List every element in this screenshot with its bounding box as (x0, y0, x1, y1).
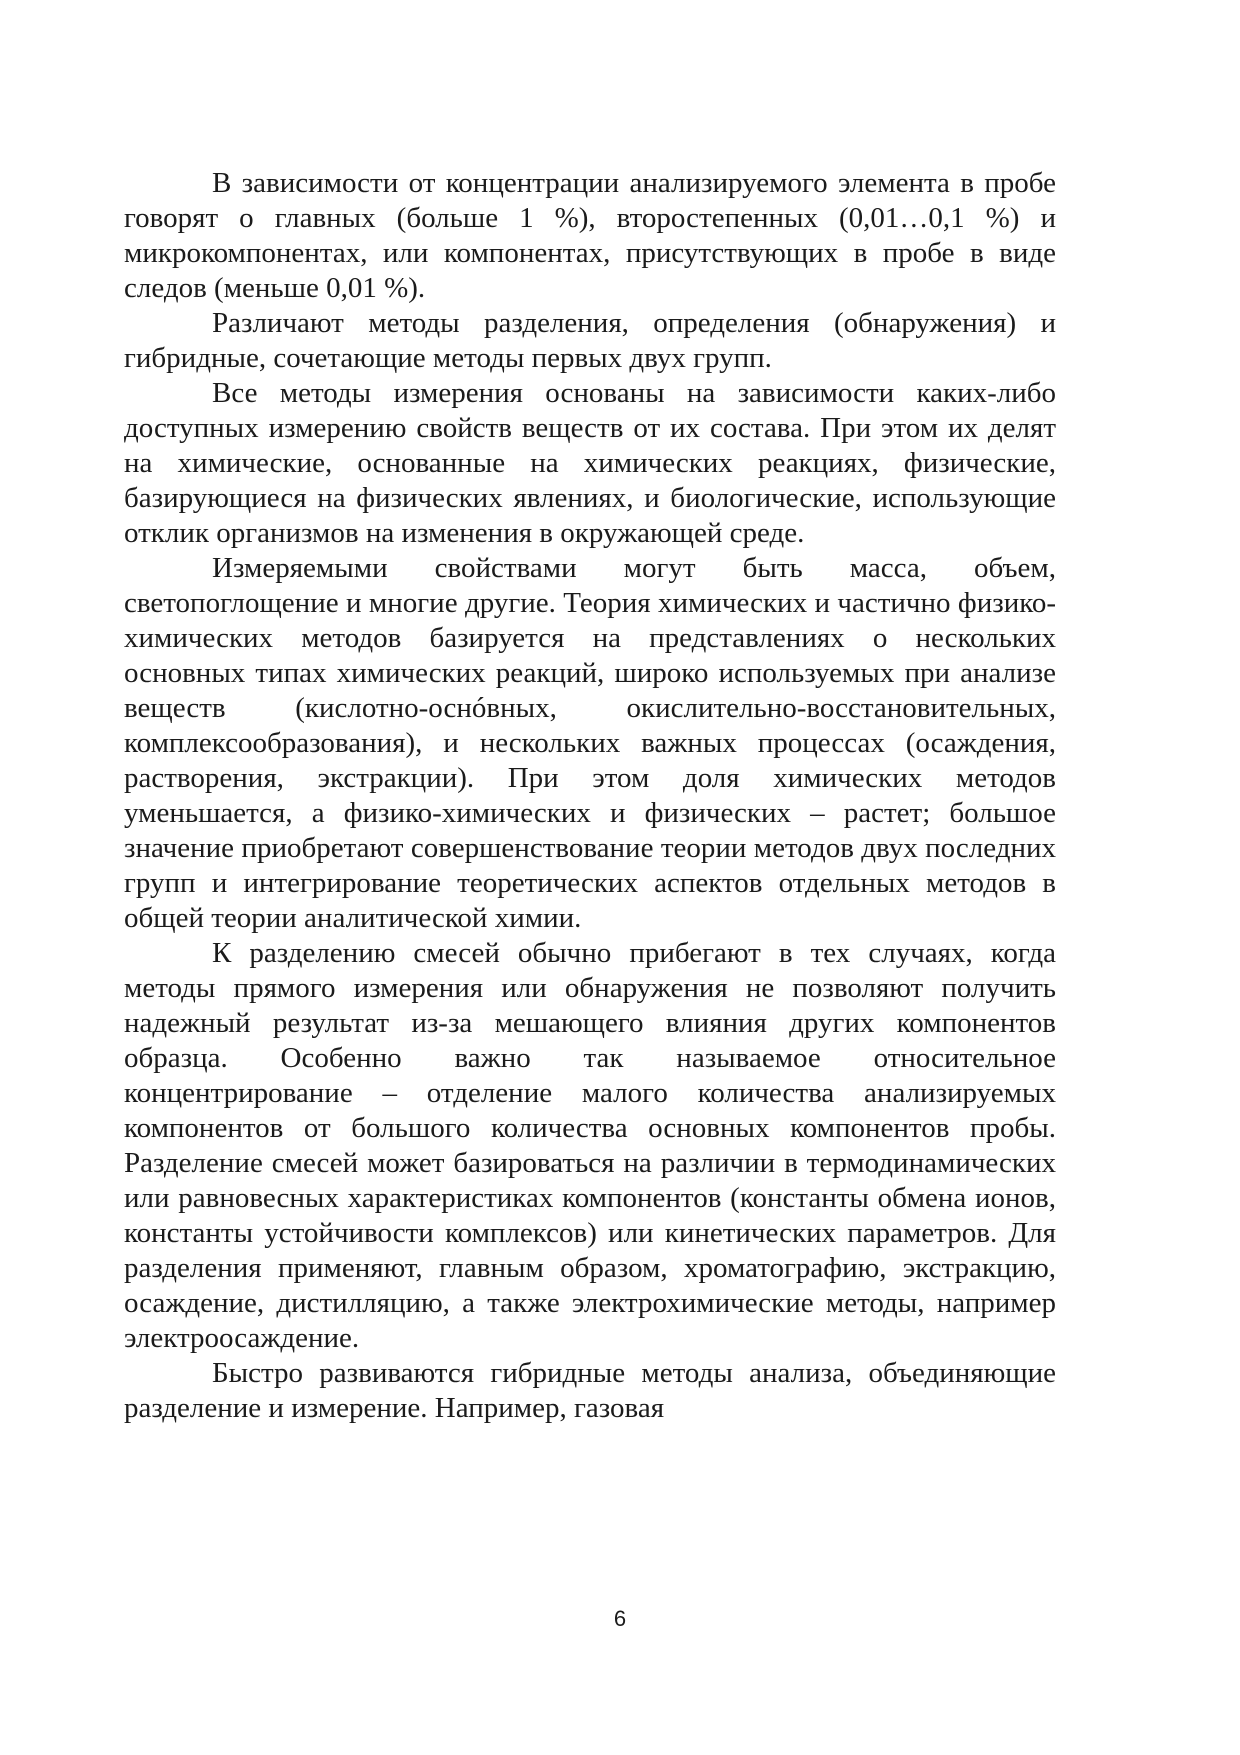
page-number: 6 (613, 1606, 627, 1631)
paragraph-method-groups: Различают методы разделения, определения (обнаружения) и гибридные, сочетающие методы первых двух групп. (124, 307, 1056, 374)
paragraph-concentration-levels: В зависимости от концентрации анализируемого элемента в пробе говорят о главных (больше 1 %), второстепенных (0,01…0,1 %) и микрокомпонентах, или компонентах, присутствующих в пробе в виде следов (меньше 0,01 %). (124, 167, 1056, 304)
paragraph-measured-properties: Измеряемыми свойствами могут быть масса, объем, светопоглощение и многие другие. Теория химических и частично физико- химических методов базируется на представлениях о нескольких основных типах химических реакций, широко используемых при анализе веществ (кислотно-оснóвных, окислительно-восстановительных, комплексообразования), и нескольких важных процессах (осаждения, растворения, экстракции). При этом доля химических методов уменьшается, а физико-химических и физических – растет; большое значение приобретают совершенствование теории методов двух последних групп и интегрирование теоретических аспектов отдельных методов в общей теории аналитической химии. (124, 552, 1056, 934)
paragraph-separation: К разделению смесей обычно прибегают в тех случаях, когда методы прямого измерения или обнаружения не позволяют получить надежный результат из-за мешающего влияния других компонентов образца. Особенно важно так называемое относительное концентрирование – отделение малого количества анализируемых компонентов от большого количества основных компонентов пробы. Разделение смесей может базироваться на различии в термодинамических или равновесных характеристиках компонентов (константы обмена ионов, константы устойчивости комплексов) или кинетических параметров. Для разделения применяют, главным образом, хроматографию, экстракцию, осаждение, дистилляцию, а также электрохимические методы, например электроосаждение. (124, 937, 1056, 1354)
body-text (124, 166, 1056, 1426)
paragraph-measurement-methods: Все методы измерения основаны на зависимости каких-либо доступных измерению свойств веществ от их состава. При этом их делят на химические, основанные на химических реакциях, физические, базирующиеся на физических явлениях, и биологические, использующие отклик организмов на изменения в окружающей среде. (124, 377, 1056, 549)
paragraph-hybrid-methods: Быстро развиваются гибридные методы анализа, объединяющие разделение и измерение. Например, газовая (124, 1357, 1056, 1424)
